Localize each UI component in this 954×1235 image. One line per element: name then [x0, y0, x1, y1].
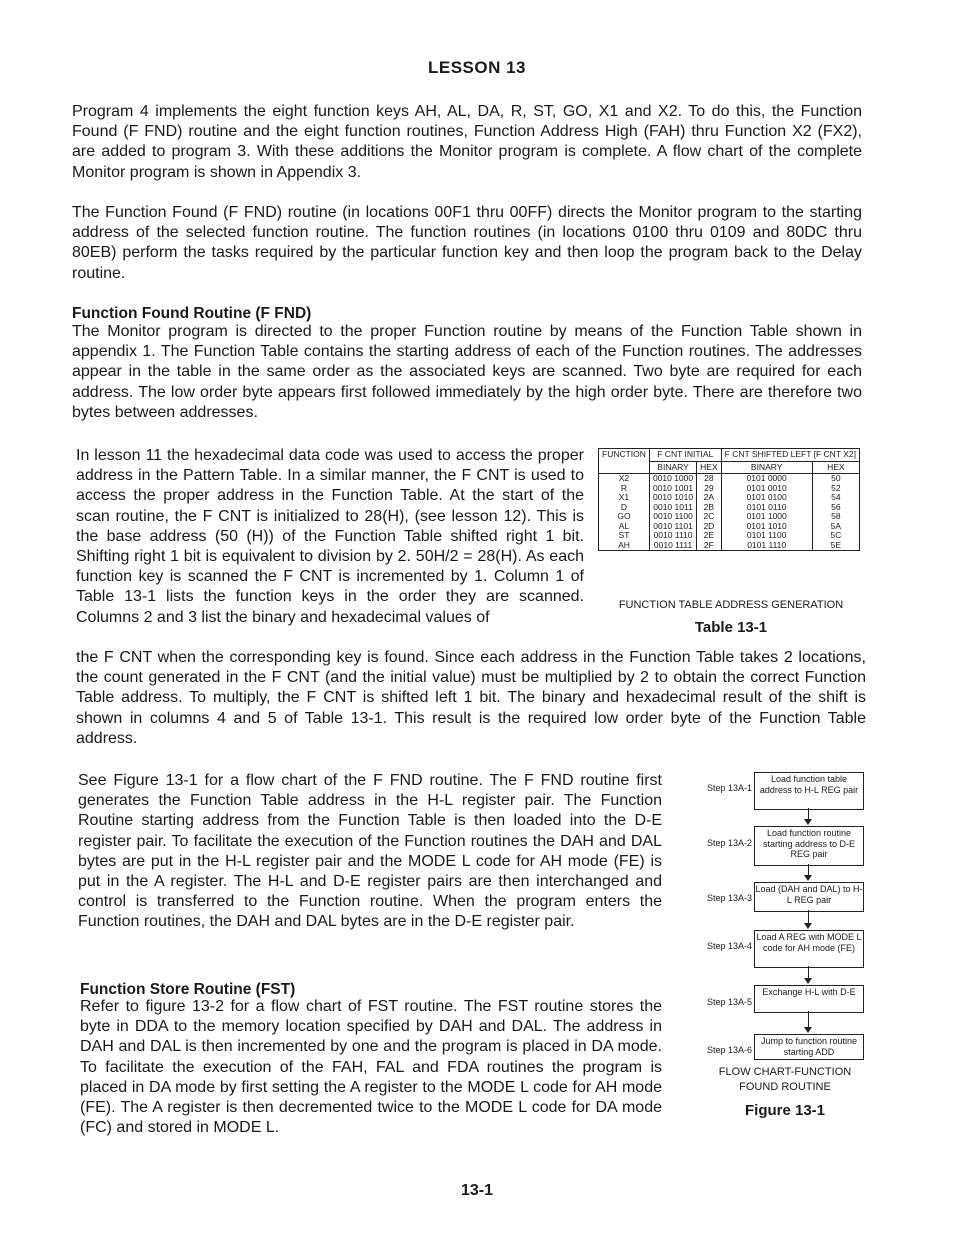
table-cell-binary: 0010 1111 — [649, 541, 696, 551]
table-cell-binary-shifted: 0101 0000 — [721, 474, 812, 484]
arrow-down-icon — [804, 875, 812, 881]
flow-step-label: Step 13A-6 — [706, 1045, 752, 1055]
table-cell-hex-shifted: 5E — [812, 541, 859, 551]
table-cell-hex-shifted: 50 — [812, 474, 859, 484]
table-cell-binary-shifted: 0101 0110 — [721, 503, 812, 513]
table-cell-binary-shifted: 0101 1110 — [721, 541, 812, 551]
table-cell-binary: 0010 1010 — [649, 493, 696, 503]
table-cell-hex-shifted: 5A — [812, 522, 859, 532]
table-row — [599, 474, 860, 484]
table-cell-function: AL — [599, 522, 650, 532]
table-cell-function: R — [599, 484, 650, 494]
table-cell-hex-shifted: 52 — [812, 484, 859, 494]
flow-step-box: Load (DAH and DAL) to H-L REG pair — [754, 882, 864, 912]
table-row — [599, 512, 860, 522]
table-label: Table 13-1 — [694, 619, 768, 636]
table-cell-hex: 2D — [697, 522, 721, 532]
table-header-binary-shifted: BINARY — [721, 461, 812, 474]
ffnd-body-paragraph: The Monitor program is directed to the proper Function routine by means of the Function Table shown in appendix 1. The Function Table contains the starting address of each of the Function routines. The addresses appear in the table in the same order as the associated keys are scanned. Two byte are required for each address. The low order byte appears first followed immediately by the high order byte. There are therefore two bytes between addresses. — [72, 323, 862, 421]
table-caption: FUNCTION TABLE ADDRESS GENERATION — [618, 599, 844, 611]
table-cell-hex: 29 — [697, 484, 721, 494]
table-header-hex: HEX — [697, 461, 721, 474]
lesson11-paragraph-part2: the F CNT when the corresponding key is found. Since each address in the Function Table takes 2 locations, the count generated in the F CNT (and the initial value) must be multiplied by 2 to obtain the correct Function Table address. To multiply, the F CNT is shifted left 1 bit. The binary and hexadecimal result of the shift is shown in columns 4 and 5 of Table 13-1. This result is the required low order byte of the Function Table address. — [76, 649, 866, 747]
table-cell-function: X2 — [599, 474, 650, 484]
intro-paragraph: Program 4 implements the eight function keys AH, AL, DA, R, ST, GO, X1 and X2. To do this, the Function Found (F FND) routine and the eight function routines, Function Address High (FAH) thru Function X2 (FX2), are added to program 3. With these additions the Monitor program is complete. A flow chart of the complete Monitor program is shown in Appendix 3. — [72, 103, 862, 181]
flow-step-label: Step 13A-1 — [706, 783, 752, 793]
flow-step-box: Load function table address to H-L REG pair — [754, 772, 864, 810]
flow-step-label: Step 13A-4 — [706, 941, 752, 951]
table-cell-binary-shifted: 0101 0010 — [721, 484, 812, 494]
function-table — [598, 448, 860, 551]
table-header-fcnt-shifted: F CNT SHIFTED LEFT [F CNT X2] — [721, 449, 859, 462]
arrow-down-icon — [804, 819, 812, 825]
table-cell-hex: 2F — [697, 541, 721, 551]
table-cell-hex: 2C — [697, 512, 721, 522]
page-title: LESSON 13 — [427, 58, 527, 77]
flow-step-box: Exchange H-L with D-E — [754, 985, 864, 1013]
ffnd-overview-paragraph: The Function Found (F FND) routine (in locations 00F1 thru 00FF) directs the Monitor program to the starting address of the selected function routine. The function routines (in locations 0100 thru 0109 and 80DC thru 80EB) perform the tasks required by the particular function key and then loop the program back to the Delay routine. — [72, 204, 862, 282]
table-header-fcnt-initial: F CNT INITIAL — [649, 449, 721, 462]
table-cell-hex: 2B — [697, 503, 721, 513]
ffnd-heading: Function Found Routine (F FND) — [72, 305, 312, 322]
fst-body-paragraph: Refer to figure 13-2 for a flow chart of FST routine. The FST routine stores the byte in DDA to the memory location specified by DAH and DAL. The address in DAH and DAL is then incremented by one and the program is placed in DA mode. To facilitate the execution of the FAH, FAL and FDA routines the program is placed in DA mode by first setting the A register to the MODE L code for AH mode (FE). The A register is then decremented twice to the MODE L code for DA mode (FC) and stored in MODE L. — [80, 998, 662, 1137]
table-cell-function: D — [599, 503, 650, 513]
table-header-function: FUNCTION — [599, 449, 650, 474]
flow-step-box: Load function routine starting address to D-E REG pair — [754, 826, 864, 866]
table-cell-hex-shifted: 56 — [812, 503, 859, 513]
table-row — [599, 541, 860, 551]
page-number: 13-1 — [460, 1182, 494, 1199]
table-cell-function: ST — [599, 531, 650, 541]
table-cell-hex-shifted: 54 — [812, 493, 859, 503]
table-cell-binary-shifted: 0101 1100 — [721, 531, 812, 541]
table-cell-binary: 0010 1110 — [649, 531, 696, 541]
table-cell-function: GO — [599, 512, 650, 522]
figure-label: Figure 13-1 — [744, 1102, 826, 1119]
table-cell-hex-shifted: 5C — [812, 531, 859, 541]
table-cell-hex-shifted: 58 — [812, 512, 859, 522]
flow-step-label: Step 13A-2 — [706, 838, 752, 848]
table-cell-binary: 0010 1000 — [649, 474, 696, 484]
lesson11-paragraph-part1: In lesson 11 the hexadecimal data code was used to access the proper address in the Pattern Table. In a similar manner, the F CNT is used to access the proper address in the Function Table. At the start of the scan routine, the F CNT is initialized to 28(H), (see lesson 12). This is the base address (50 (H)) of the Function Table shifted right 1 bit. Shifting right 1 bit is equivalent to division by 2. 50H/2 = 28(H). As each function key is scanned the F CNT is incremented by 1. Column 1 of Table 13-1 lists the function keys in the order they are scanned. Columns 2 and 3 list the binary and hexadecimal values of — [76, 447, 584, 626]
table-row — [599, 531, 860, 541]
table-header-row — [599, 449, 860, 462]
table-header-hex-shifted: HEX — [812, 461, 859, 474]
flow-step-label: Step 13A-5 — [706, 997, 752, 1007]
table-row — [599, 522, 860, 532]
table-row — [599, 484, 860, 494]
flow-step-box: Load A REG with MODE L code for AH mode (FE) — [754, 930, 864, 968]
flow-connector — [808, 910, 809, 924]
arrow-down-icon — [804, 978, 812, 984]
table-cell-binary: 0010 1001 — [649, 484, 696, 494]
arrow-down-icon — [804, 923, 812, 929]
table-header-binary: BINARY — [649, 461, 696, 474]
table-cell-function: AH — [599, 541, 650, 551]
table-cell-binary-shifted: 0101 0100 — [721, 493, 812, 503]
table-cell-hex: 28 — [697, 474, 721, 484]
table-cell-hex: 2E — [697, 531, 721, 541]
fst-heading: Function Store Routine (FST) — [80, 981, 296, 998]
table-cell-binary-shifted: 0101 1000 — [721, 512, 812, 522]
table-row — [599, 503, 860, 513]
arrow-down-icon — [804, 1027, 812, 1033]
table-cell-function: X1 — [599, 493, 650, 503]
table-row — [599, 493, 860, 503]
figure-caption: FLOW CHART-FUNCTION FOUND ROUTINE — [718, 1066, 852, 1093]
table-cell-binary: 0010 1011 — [649, 503, 696, 513]
table-cell-binary: 0010 1101 — [649, 522, 696, 532]
table-cell-binary: 0010 1100 — [649, 512, 696, 522]
figure-reference-paragraph: See Figure 13-1 for a flow chart of the F FND routine. The F FND routine first generates the Function Table address in the H-L register pair. The Function Routine starting address from the Function Table is then loaded into the D-E register pair. To facilitate the execution of the Function routines the DAH and DAL bytes are put in the H-L register pair and the MODE L code for AH mode (FE) is put in the A register. The H-L and D-E register pairs are then interchanged and control is transferred to the Function routine. When the program enters the Function routines, the DAH and DAL bytes are in the D-E register pair. — [78, 772, 662, 931]
table-cell-hex: 2A — [697, 493, 721, 503]
flow-step-label: Step 13A-3 — [706, 893, 752, 903]
table-cell-binary-shifted: 0101 1010 — [721, 522, 812, 532]
flow-step-box: Jump to function routine starting ADD — [754, 1034, 864, 1060]
